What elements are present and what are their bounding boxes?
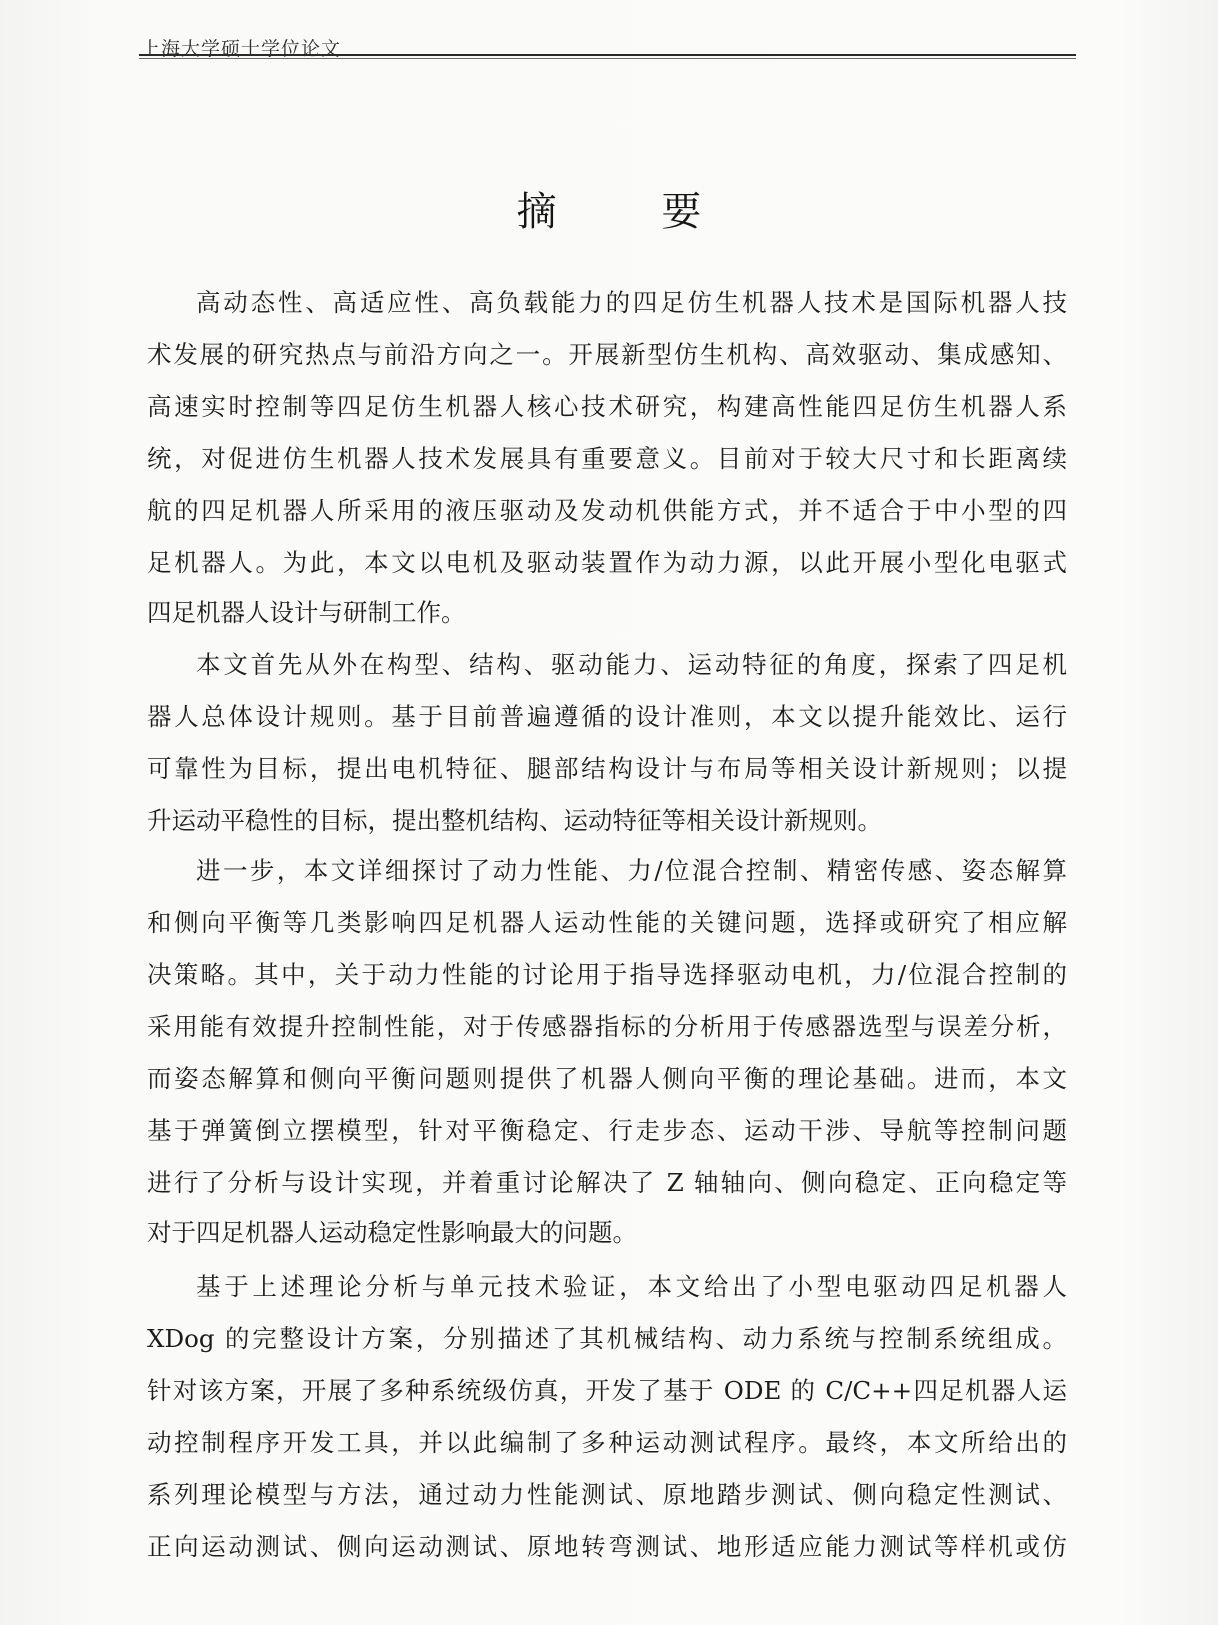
abstract-line: 进行了分析与设计实现，并着重讨论解决了 Z 轴轴向、侧向稳定、正向稳定等 xyxy=(147,1168,1067,1197)
abstract-line: 对于四足机器人运动稳定性影响最大的问题。 xyxy=(147,1218,637,1247)
abstract-line: 足机器人。为此，本文以电机及驱动装置作为动力源，以此开展小型化电驱式 xyxy=(147,548,1067,577)
abstract-line: 动控制程序开发工具，并以此编制了多种运动测试程序。最终，本文所给出的 xyxy=(147,1428,1067,1457)
abstract-line: 而姿态解算和侧向平衡问题则提供了机器人侧向平衡的理论基础。进而，本文 xyxy=(147,1064,1067,1093)
abstract-line: 可靠性为目标，提出电机特征、腿部结构设计与布局等相关设计新规则；以提 xyxy=(147,754,1067,783)
abstract-line: XDog 的完整设计方案，分别描述了其机械结构、动力系统与控制系统组成。 xyxy=(147,1324,1067,1353)
abstract-line: 正向运动测试、侧向运动测试、原地转弯测试、地形适应能力测试等样机或仿 xyxy=(147,1532,1067,1561)
abstract-line: 针对该方案，开展了多种系统级仿真，开发了基于 ODE 的 C/C++四足机器人运 xyxy=(147,1376,1067,1405)
abstract-line: 升运动平稳性的目标，提出整机结构、运动特征等相关设计新规则。 xyxy=(147,806,882,835)
abstract-line: 基于上述理论分析与单元技术验证，本文给出了小型电驱动四足机器人 xyxy=(196,1272,1067,1301)
abstract-line: 本文首先从外在构型、结构、驱动能力、运动特征的角度，探索了四足机 xyxy=(196,650,1067,679)
abstract-line: 高动态性、高适应性、高负载能力的四足仿生机器人技术是国际机器人技 xyxy=(196,288,1067,317)
abstract-line: 采用能有效提升控制性能，对于传感器指标的分析用于传感器选型与误差分析， xyxy=(147,1012,1067,1041)
abstract-line: 四足机器人设计与研制工作。 xyxy=(147,598,466,627)
running-header: 上海大学硕士学位论文 xyxy=(141,38,342,60)
header-rule-thin xyxy=(139,58,1076,59)
abstract-title: 摘 要 xyxy=(516,189,748,235)
abstract-line: 和侧向平衡等几类影响四足机器人运动性能的关键问题，选择或研究了相应解 xyxy=(147,908,1067,937)
abstract-line: 决策略。其中，关于动力性能的讨论用于指导选择驱动电机，力/位混合控制的 xyxy=(147,960,1067,989)
abstract-line: 统，对促进仿生机器人技术发展具有重要意义。目前对于较大尺寸和长距离续 xyxy=(147,444,1067,473)
abstract-line: 器人总体设计规则。基于目前普遍遵循的设计准则，本文以提升能效比、运行 xyxy=(147,702,1067,731)
abstract-line: 航的四足机器人所采用的液压驱动及发动机供能方式，并不适合于中小型的四 xyxy=(147,496,1067,525)
abstract-line: 系列理论模型与方法，通过动力性能测试、原地踏步测试、侧向稳定性测试、 xyxy=(147,1480,1067,1509)
header-rule xyxy=(139,54,1076,56)
abstract-line: 进一步，本文详细探讨了动力性能、力/位混合控制、精密传感、姿态解算 xyxy=(196,856,1067,885)
abstract-line: 基于弹簧倒立摆模型，针对平衡稳定、行走步态、运动干涉、导航等控制问题 xyxy=(147,1116,1067,1145)
abstract-line: 术发展的研究热点与前沿方向之一。开展新型仿生机构、高效驱动、集成感知、 xyxy=(147,340,1067,369)
abstract-line: 高速实时控制等四足仿生机器人核心技术研究，构建高性能四足仿生机器人系 xyxy=(147,392,1067,421)
